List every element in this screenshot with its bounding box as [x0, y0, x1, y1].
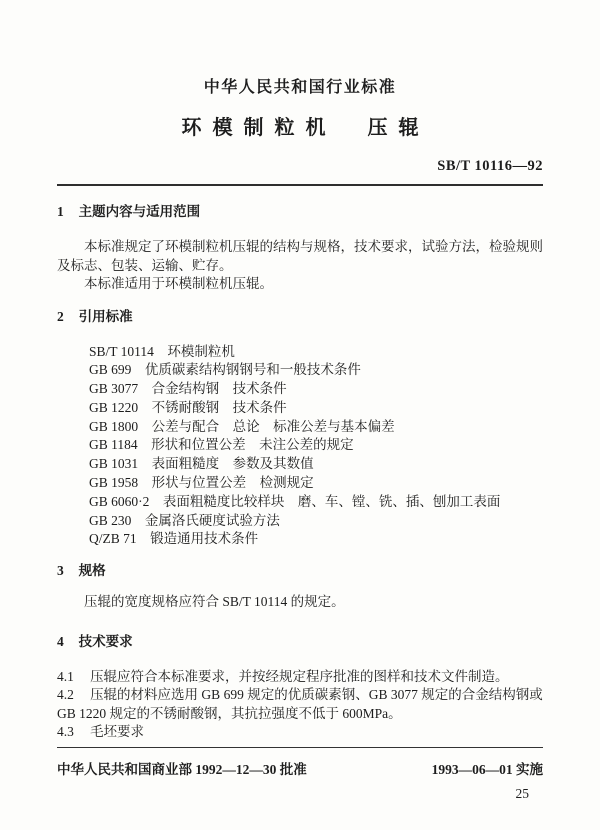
page-number: 25	[515, 785, 529, 801]
standard-code: GB 1031	[89, 456, 139, 472]
standard-code: GB 1958	[89, 475, 139, 491]
clause-number: 4.3	[57, 724, 74, 740]
standard-title: 形状与位置公差 检测规定	[151, 475, 314, 491]
list-item	[89, 418, 543, 437]
implementation-text: 1993—06—01 实施	[431, 761, 543, 777]
standard-code: GB 3077	[89, 381, 139, 397]
standard-code: GB 230	[89, 512, 132, 528]
standard-title: 表面粗糙度比较样块 磨、车、镗、铣、插、刨加工表面	[162, 493, 501, 509]
standard-code: GB 1184	[89, 437, 138, 453]
section-1-heading	[57, 203, 543, 221]
section-title: 规格	[78, 563, 106, 579]
standard-code: GB 1800	[89, 418, 139, 434]
scope-paragraph-1: 本标准规定了环模制粒机压辊的结构与规格，技术要求，试验方法，检验规则及标志、包装、运输、贮存。	[57, 239, 543, 273]
scope-paragraph-2: 本标准适用于环模制粒机压辊。	[84, 276, 273, 291]
section-number: 3	[57, 563, 64, 579]
list-item	[89, 530, 543, 549]
list-item	[89, 512, 543, 531]
standard-code: GB 699	[89, 362, 132, 378]
clause-text: 压辊应符合本标准要求，并按经规定程序批准的图样和技术文件制造。	[90, 668, 509, 684]
standard-title: 锻造通用技术条件	[150, 531, 259, 547]
standard-type-heading: 中华人民共和国行业标准	[203, 79, 397, 96]
list-item	[89, 343, 543, 362]
clause-4-1	[57, 668, 543, 687]
standard-title: 形状和位置公差 未注公差的规定	[151, 437, 354, 453]
standard-code: Q/ZB 71	[89, 531, 137, 547]
clause-number: 4.1	[57, 668, 74, 684]
referenced-standards-list	[57, 343, 543, 550]
list-item	[89, 361, 543, 380]
spec-paragraph: 压辊的宽度规格应符合 SB/T 10114 的规定。	[84, 594, 345, 610]
standard-code: GB 6060·2	[89, 493, 150, 509]
standard-title: 金属洛氏硬度试验方法	[144, 512, 280, 528]
list-item	[89, 455, 543, 474]
section-4-heading	[57, 633, 543, 651]
header-divider	[57, 184, 543, 186]
standard-code: SB/T 10114	[89, 343, 154, 359]
clause-text: 压辊的材料应选用 GB 699 规定的优质碳素钢、GB 3077 规定的合金结构钢或 GB 1220 规定的不锈耐酸钢，其抗拉强度不低于 600MPa。	[57, 687, 543, 721]
document-title: 环模制粒机 压辊	[181, 117, 430, 139]
clause-number: 4.2	[57, 687, 74, 703]
list-item	[89, 436, 543, 455]
list-item	[89, 493, 543, 512]
clause-4-2	[57, 686, 543, 723]
approval-text: 中华人民共和国商业部 1992—12—30 批准	[57, 761, 307, 777]
list-item	[89, 474, 543, 493]
list-item	[89, 380, 543, 399]
section-2-heading	[57, 308, 543, 326]
section-3-heading	[57, 562, 543, 580]
technical-requirements-list	[57, 668, 543, 742]
standard-title: 优质碳素结构钢钢号和一般技术条件	[144, 362, 361, 378]
standard-title: 公差与配合 总论 标准公差与基本偏差	[151, 418, 395, 434]
section-title: 技术要求	[78, 633, 133, 649]
clause-4-3	[57, 723, 543, 742]
section-title: 主题内容与适用范围	[78, 204, 201, 219]
approval-implementation-row	[57, 761, 543, 779]
footer-divider	[57, 747, 543, 748]
section-number: 1	[57, 204, 64, 219]
section-number: 4	[57, 633, 64, 649]
clause-text: 毛坯要求	[90, 724, 145, 740]
standard-code: GB 1220	[89, 399, 139, 415]
standard-number: SB/T 10116—92	[437, 158, 543, 174]
standard-title: 表面粗糙度 参数及其数值	[151, 456, 314, 472]
standard-title: 不锈耐酸钢 技术条件	[151, 399, 287, 415]
section-number: 2	[57, 308, 64, 324]
list-item	[89, 399, 543, 418]
section-title: 引用标准	[78, 308, 133, 324]
standard-title: 环模制粒机	[167, 343, 235, 359]
standard-title: 合金结构钢 技术条件	[151, 381, 287, 397]
